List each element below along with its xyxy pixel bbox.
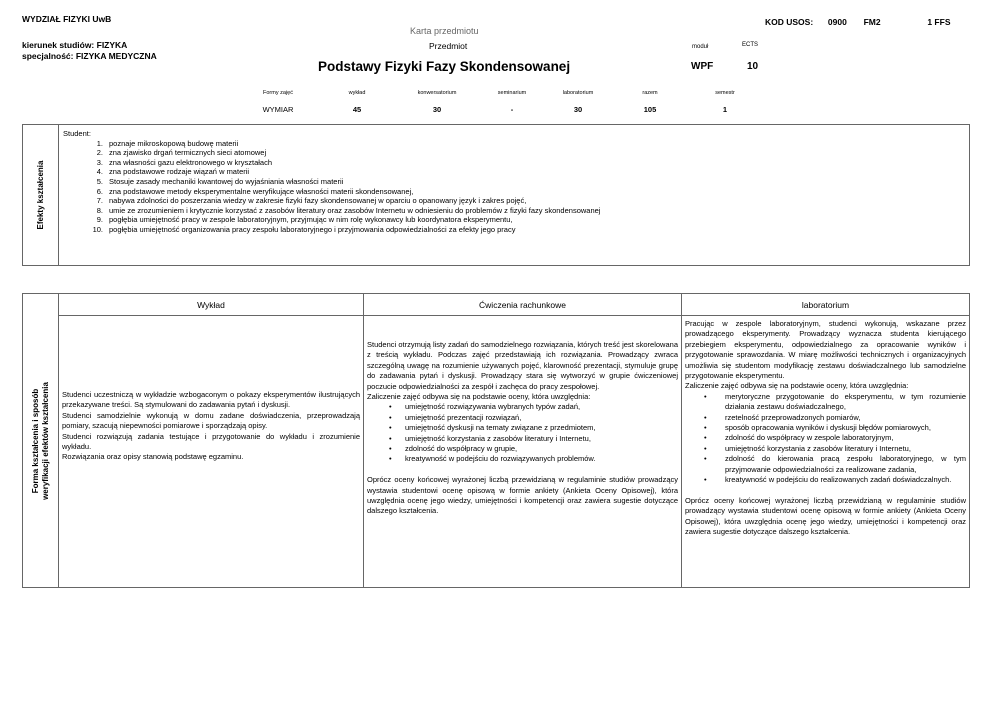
hours-seminar: - [510, 105, 514, 114]
hours-label-forms: Formy zajęć [263, 90, 293, 96]
outcome-item: 3. zna własności gazu elektronowego w kryształach [96, 157, 272, 167]
forms-side-cell [23, 294, 59, 587]
hours-laboratory: 30 [573, 105, 583, 114]
specialization: specjalność: FIZYKA MEDYCZNA [22, 51, 157, 61]
card-title: Karta przedmiotu [410, 26, 479, 36]
hours-label-total: razem [642, 90, 658, 96]
module-label: moduł [692, 44, 709, 50]
outcomes-list [63, 139, 600, 235]
subject-name: Podstawy Fizyki Fazy Skondensowanej [318, 59, 571, 74]
field-of-study: kierunek studiów: FIZYKA [22, 40, 128, 50]
outcomes-side-label: Efekty kształcenia [35, 160, 45, 230]
list-item: • umiejętność prezentacji rozwiązań, [367, 413, 678, 423]
lecture-header: Wykład [59, 294, 363, 316]
list-item: • umiejętność korzystania z zasobów literatury i Internetu, [367, 434, 678, 444]
hours-label-semester: semestr [715, 90, 735, 96]
exercises-paragraph: Studenci otrzymują listy zadań do samodzielnego rozwiązania, których treść jest skorelowana z treścią wykładu. Podczas zajęć przedstawiają ich rozwiązania. Prowadzący zwraca szczególną uwagę na rozumienie używanych pojęć, klarowność prezentacji, stymuluje grupę do zadawania pytań i dyskusji. Prowadzący stara się wytworzyć w grupie ćwiczeniowej poczucie odpowiedzialności za zespół i zachęca do pracy zespołowej. [367, 340, 678, 391]
laboratory-text [682, 319, 969, 538]
ects-value: 10 [747, 61, 759, 72]
hours-lecture: 45 [352, 105, 362, 114]
list-item: • zdolność do współpracy w zespole laboratoryjnym, [685, 433, 966, 443]
list-item: • kreatywność w podejściu do rozwiązywanych problemów. [367, 454, 678, 464]
outcome-item: 1. poznaje mikroskopową budowę materii [96, 138, 239, 148]
list-item: • zdolność do kierowania pracą zespołu laboratoryjnego, w tym przyjmowanie odpowiedzialności za realizowane zadania, [685, 454, 966, 475]
lecture-text [59, 390, 363, 463]
list-item: • umiejętność dyskusji na tematy związane z przedmiotem, [367, 423, 678, 433]
outcome-item: 5. Stosuje zasady mechaniki kwantowej do wyjaśniania własności materii [96, 176, 344, 186]
lecture-paragraph: Studenci rozwiązują zadania testujące i przygotowanie do wykładu i zrozumienie wykładu. [62, 431, 360, 452]
outcome-item: 9. pogłębia umiejętność pracy w zespole laboratoryjnym, przyjmując w nim rolę wykonawcy lub koordynatora eksperymentu, [96, 215, 513, 225]
outcome-item: 8. umie ze zrozumieniem i krytycznie korzystać z zasobów literatury oraz zasobów Internetu w odniesieniu do problemów z fizyki fazy skondensowanej [96, 205, 601, 215]
module-value: WPF [691, 61, 714, 72]
usos-code-label: KOD USOS: [765, 17, 814, 27]
hours-conversation: 30 [432, 105, 442, 114]
laboratory-header: laboratorium [682, 294, 969, 316]
faculty-name: WYDZIAŁ FIZYKI UwB [22, 14, 112, 24]
exercises-text [364, 340, 681, 517]
usos-code-part-2: FM2 [863, 17, 881, 27]
study-info [22, 40, 157, 62]
hours-row-label: WYMIAR [262, 105, 294, 114]
ects-label: ECTS [742, 42, 759, 48]
outcome-item: 6. zna podstawowe metody eksperymentalne weryfikujące własności materii skondensowanej, [96, 186, 414, 196]
usos-code-part-3: 1 FFS [927, 17, 951, 27]
hours-label-conversation: konwersatorium [417, 90, 457, 96]
learning-outcomes-box [22, 124, 970, 266]
list-item: • rzetelność przeprowadzonych pomiarów, [685, 413, 966, 423]
teaching-forms-table [22, 293, 970, 588]
hours-total: 105 [643, 105, 657, 114]
exercises-column [364, 294, 682, 587]
hours-label-lecture: wykład [348, 90, 366, 96]
exercises-header: Ćwiczenia rachunkowe [364, 294, 681, 316]
list-item: • umiejętność rozwiązywania wybranych typów zadań, [367, 402, 678, 412]
lecture-paragraph: Studenci samodzielnie wykonują w domu zadane doświadczenia, przeprowadzają pomiary, szacują niepewności pomiarowe i sporządzają opisy. [62, 410, 360, 431]
list-item: • zdolność do współpracy w grupie, [367, 444, 678, 454]
outcomes-side-cell [23, 125, 59, 265]
hours-label-seminar: seminarium [497, 90, 527, 96]
list-item: • kreatywność w podejściu do realizowanych zadań doświadczalnych. [685, 475, 966, 485]
outcome-item: 2. zna zjawisko drgań termicznych sieci atomowej [96, 148, 267, 158]
lecture-paragraph: Rozwiązania oraz opisy stanowią podstawę egzaminu. [62, 452, 244, 462]
outcome-item: 10. pogłębia umiejętność organizowania pracy zespołu laboratoryjnego i przyjmowania odpowiedzialności za efekty jego pracy [92, 224, 516, 234]
exercises-paragraph: Zaliczenie zajęć odbywa się na podstawie oceny, która uwzględnia: [367, 392, 591, 402]
list-item: • sposób opracowania wyników i dyskusji błędów pomiarowych, [685, 423, 966, 433]
hours-label-laboratory: laboratorium [562, 90, 594, 96]
usos-code-part-1: 0900 [827, 17, 847, 27]
exercises-criteria-list [367, 402, 678, 464]
laboratory-paragraph: Oprócz oceny końcowej wyrażonej liczbą przewidzianą w regulaminie studiów prowadzący wystawia studentowi ocenę opisową w formie ankiety (Ankieta Oceny Opisowej), która uwzględnia ocenę jego wiedzy, umiejętności i kompetencji oraz zawiera sugestie dotyczące dalszego kształcenia. [685, 495, 966, 537]
forms-side-label: Forma kształcenia i sposób weryfikacji efektów kształcenia [30, 381, 50, 500]
laboratory-column [682, 294, 969, 587]
list-item: • merytoryczne przygotowanie do eksperymentu, w tym rozumienie działania zestawu doświadczalnego, [685, 392, 966, 413]
laboratory-paragraph: Pracując w zespole laboratoryjnym, studenci wykonują, wskazane przez prowadzącego eksperymenty. Prowadzący wyznacza studenta kierującego przebiegiem eksperymentu, odpowiedzialnego za opracowanie wyników i przygotowanie sprawozdania. W miarę możliwości technicznych i organizacyjnych umożliwia się studentom modyfikację zestawu doświadczalnego lub samodzielne przygotowanie eksperymentu. [685, 319, 966, 381]
lecture-paragraph: Studenci uczestniczą w wykładzie wzbogaconym o pokazy eksperymentów ilustrujących przekazywane treści. Są stymulowani do zadawania pytań i dyskusji. [62, 390, 360, 410]
outcomes-intro: Student: [63, 129, 91, 138]
outcome-item: 4. zna podstawowe rodzaje wiązań w materii [96, 167, 250, 177]
list-item: • umiejętność korzystania z zasobów literatury i Internetu, [685, 444, 966, 454]
usos-code [765, 17, 951, 27]
outcomes-body [63, 129, 600, 235]
lecture-column [59, 294, 364, 587]
subject-label: Przedmiot [429, 41, 468, 51]
hours-semester: 1 [722, 105, 728, 114]
laboratory-paragraph: Zaliczenie zajęć odbywa się na podstawie oceny, która uwzględnia: [685, 381, 909, 391]
outcome-item: 7. nabywa zdolności do poszerzania wiedzy w zakresie fizyki fazy skondensowanej w oparciu o opanowany język i zakres pojęć, [96, 196, 527, 206]
exercises-paragraph: Oprócz oceny końcowej wyrażonej liczbą przewidzianą w regulaminie studiów prowadzący wystawia studentowi ocenę opisową w formie ankiety (Ankieta Oceny Opisowej), która uwzględnia ocenę jego wiedzy, umiejętności i kompetencji oraz zawiera sugestie dotyczące dalszego kształcenia. [367, 475, 678, 516]
laboratory-criteria-list [685, 392, 966, 486]
